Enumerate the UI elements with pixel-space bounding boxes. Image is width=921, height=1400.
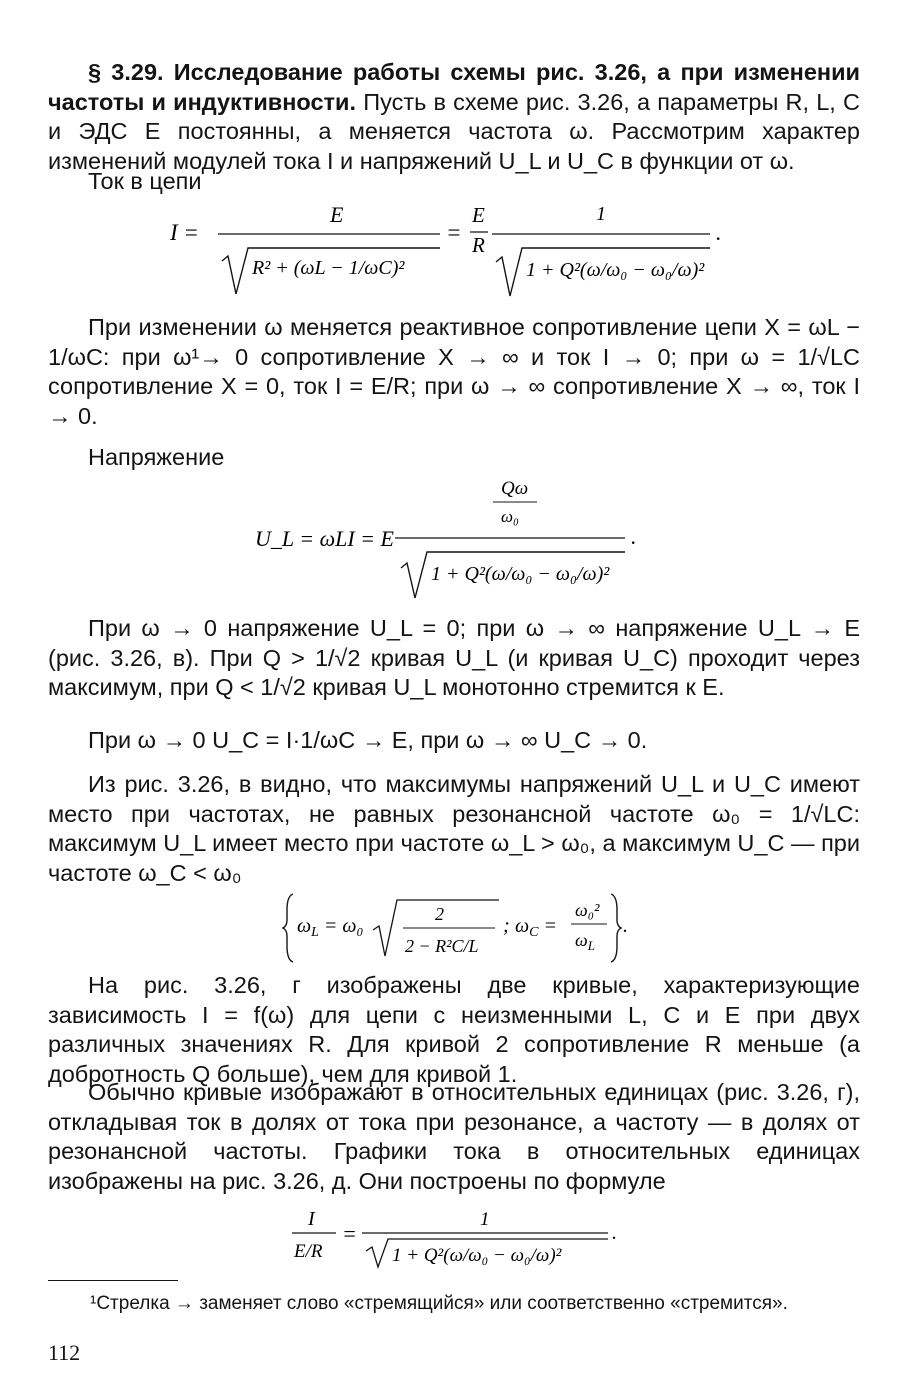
- eq4-den: 1 + Q²(ω/ω₀ − ω₀/ω)²: [392, 1245, 562, 1266]
- eq4-tail: .: [612, 1222, 617, 1244]
- reactance-paragraph: При изменении ω меняется реактивное сопротивление цепи X = ωL − 1/ωC: при ω¹→ 0 сопротивление X → ∞ и ток I → 0; при ω = 1/√LC сопротивление X = 0, ток I = E/R; при ω → ∞ сопротивление X → ∞, ток I → 0.: [48, 314, 860, 429]
- eq4-lhs-num: I: [308, 1208, 315, 1230]
- voltage-label: Напряжение: [88, 444, 225, 470]
- eq3-tail: .: [623, 915, 628, 937]
- eq4-lhs-den: E/R: [294, 1241, 323, 1262]
- eq3-right: $\omega_C$ =: [515, 915, 557, 940]
- eq4-num: 1: [480, 1209, 490, 1230]
- eq1-num1: E: [330, 202, 344, 227]
- svg-text:ω₀: ω₀: [501, 507, 519, 526]
- eq3-sep: ;: [503, 915, 510, 937]
- equation-relative: [290, 1205, 630, 1281]
- eq1-num2: 1: [596, 203, 606, 225]
- section-intro: Пусть в схеме рис. 3.26, а параметры R, L, C и ЭДС E постоянны, а меняется частота ω. Рассмотрим характер изменений модулей тока I и напряжений U_L и U_C в функции от ω.: [48, 88, 860, 174]
- equation-current: [170, 196, 750, 317]
- section-paragraph: [48, 58, 860, 176]
- eq4-eq: =: [342, 1221, 357, 1246]
- relative-units-paragraph: Обычно кривые изображают в относительных единицах (рис. 3.26, г), откладывая ток в долях от тока при резонансе, а частоту — в долях от резонансной частоты. Графики тока в относительных единицах изображены на рис. 3.26, д. Они построены по формуле: [48, 1079, 860, 1194]
- voltage-limits-paragraph: При ω → 0 напряжение U_L = 0; при ω → ∞ напряжение U_L → E (рис. 3.26, в). При Q > 1/√2 кривая U_L (и кривая U_C) проходит через максимум, при Q < 1/√2 кривая U_L монотонно стремится к E.: [48, 615, 860, 700]
- footnote-rule: [48, 1280, 178, 1281]
- eq2-den: 1 + Q²(ω/ω₀ − ω₀/ω)²: [431, 563, 610, 585]
- eq1-tail: .: [716, 220, 722, 245]
- maxima-paragraph: Из рис. 3.26, в видно, что максимумы напряжений U_L и U_C имеют место при частотах, не равных резонансной частоте ω₀ = 1/√LC: максимум U_L имеет место при частоте ω_L > ω₀, а максимум U_C — при частоте ω_C < ω₀: [48, 771, 860, 886]
- capacitor-voltage-paragraph: При ω → 0 U_C = I·1/ωC → E, при ω → ∞ U_C → 0.: [88, 727, 648, 753]
- equation-maxima: [285, 890, 645, 976]
- eq1-coef-num: E: [472, 203, 485, 227]
- section-heading: § 3.29. Исследование работы схемы рис. 3.26, а при изменении частоты и индуктивности.: [48, 59, 860, 115]
- eq2-tail: .: [631, 524, 637, 549]
- eq2-lhs: U_L = ωLI = E: [255, 526, 394, 551]
- svg-text:ωL: $\omega_L$: [575, 930, 595, 953]
- current-label: Ток в цепи: [88, 168, 202, 194]
- eq1-coef-den: R: [472, 233, 485, 257]
- svg-text:2: 2: [435, 904, 444, 924]
- eq1-eq: =: [446, 220, 462, 245]
- svg-text:2 − R²C/L: 2 − R²C/L: [405, 936, 479, 956]
- eq1-lhs: I =: [170, 220, 199, 245]
- footnote: ¹Стрелка → заменяет слово «стремящийся» или соответственно «стремится».: [90, 1293, 788, 1314]
- eq2-num: Qω: [501, 478, 529, 499]
- eq1-den2: 1 + Q²(ω/ω₀ − ω₀/ω)²: [526, 259, 705, 281]
- eq1-den1: R² + (ωL − 1/ωC)²: [252, 257, 405, 279]
- page-number: 112: [48, 1340, 81, 1365]
- equation-voltage: [255, 470, 675, 616]
- eq3-left: $\omega_L = \omega_0$: [297, 915, 364, 940]
- svg-text:ω₀²: ω₀²: [575, 900, 600, 920]
- curves-paragraph: На рис. 3.26, г изображены две кривые, характеризующие зависимость I = f(ω) для цепи с неизменными L, C и E при двух различных значениях R. Для кривой 2 сопротивление R меньше (а добротность Q больше), чем для кривой 1.: [48, 972, 860, 1087]
